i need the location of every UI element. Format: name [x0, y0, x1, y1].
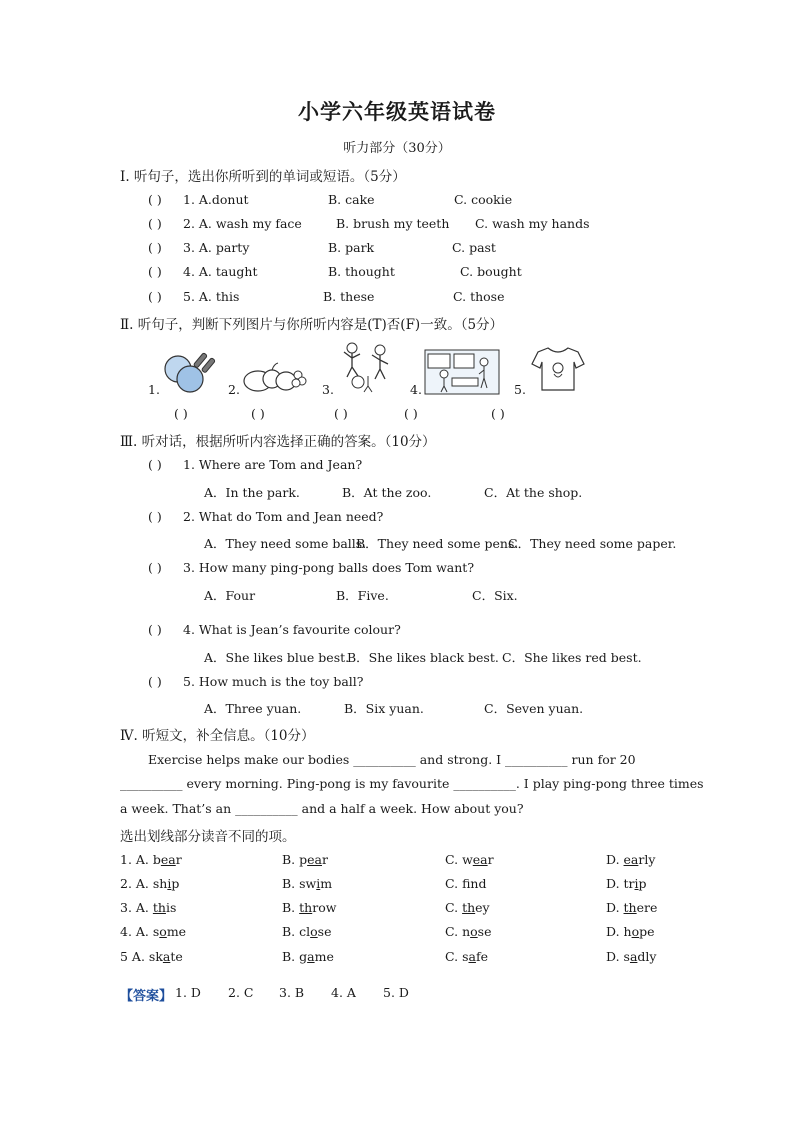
phonics-option — [282, 949, 334, 964]
word-part: se — [317, 924, 332, 939]
picture-label: 4. — [410, 382, 422, 397]
passage-line: __________ every morning. Ping-pong is my favourite __________. I play ping-pong three times — [120, 776, 704, 791]
word-part: D. tr — [606, 876, 635, 891]
phonics-option — [606, 949, 656, 964]
option-c: C. cookie — [454, 192, 513, 207]
word-part: 3. A. — [120, 900, 153, 915]
answer-paren[interactable]: ( ) — [174, 406, 188, 421]
section3-heading: Ⅲ. 听对话，根据所听内容选择正确的答案。（10分） — [120, 434, 436, 450]
word-part: B. — [282, 900, 300, 915]
phonics-option — [445, 924, 491, 939]
underlined-sound: th — [299, 900, 313, 915]
answer-paren[interactable]: ( ) — [148, 192, 162, 207]
word-part: D. s — [606, 949, 630, 964]
option-b: B．Six yuan. — [344, 701, 424, 716]
phonics-option — [445, 852, 494, 867]
section4-heading: Ⅳ. 听短文，补全信息。（10分） — [120, 728, 315, 744]
option-c: C. bought — [460, 264, 522, 279]
picture-label: 2. — [228, 382, 240, 397]
answer-paren[interactable]: ( ) — [148, 622, 162, 637]
answer-value: 1. D — [175, 985, 201, 1000]
option-a: 5. A. this — [183, 289, 240, 304]
underlined-sound: a — [629, 949, 638, 964]
question-text: 2. What do Tom and Jean need? — [183, 509, 384, 524]
underlined-sound: i — [167, 876, 172, 891]
option-b: B．They need some pens. — [356, 536, 519, 551]
phonics-option — [606, 852, 655, 867]
answer-value: 2. C — [228, 985, 254, 1000]
ping-pong-paddles-picture — [160, 347, 216, 395]
underlined-sound: th — [623, 900, 637, 915]
word-part: C. s — [445, 949, 469, 964]
question-text: 1. Where are Tom and Jean? — [183, 457, 363, 472]
phonics-option — [282, 924, 331, 939]
question-text: 3. How many ping-pong balls does Tom want? — [183, 560, 475, 575]
underlined-sound: i — [316, 876, 321, 891]
answer-paren[interactable]: ( ) — [148, 240, 162, 255]
word-part: B. sw — [282, 876, 317, 891]
word-part: r — [175, 852, 182, 867]
underlined-sound: o — [470, 924, 478, 939]
underlined-sound: th — [462, 900, 476, 915]
option-a: A．They need some balls. — [204, 536, 367, 551]
page-title: 小学六年级英语试卷 — [298, 99, 496, 124]
option-c: C．They need some paper. — [508, 536, 677, 551]
word-part: 5 A. sk — [120, 949, 163, 964]
answer-paren[interactable]: ( ) — [148, 509, 162, 524]
answer-label: 【答案】 — [120, 989, 173, 1004]
word-part: D. — [606, 900, 624, 915]
option-b: B．She likes black best. — [347, 650, 499, 665]
phonics-option — [445, 900, 490, 915]
answer-paren[interactable]: ( ) — [148, 289, 162, 304]
word-part: p — [638, 876, 647, 891]
option-c: C. past — [452, 240, 496, 255]
word-part: te — [170, 949, 183, 964]
word-part: 4. A. s — [120, 924, 160, 939]
word-part: rly — [638, 852, 656, 867]
option-a: A．Four — [204, 588, 256, 603]
underlined-sound: a — [162, 949, 171, 964]
phonics-option — [120, 900, 176, 915]
option-c: C．She likes red best. — [502, 650, 642, 665]
underlined-sound: ea — [472, 852, 488, 867]
phonics-option — [120, 949, 183, 964]
word-part: B. g — [282, 949, 308, 964]
option-b: B. park — [328, 240, 375, 255]
phonics-option — [120, 924, 186, 939]
underlined-sound: ea — [307, 852, 322, 867]
option-a: A．She likes blue best. — [204, 650, 350, 665]
phonics-option — [445, 949, 488, 964]
passage-line: Exercise helps make our bodies __________ and strong. I __________ run for 20 — [148, 752, 636, 767]
word-part: 2. A. sh — [120, 876, 168, 891]
t-shirt-picture — [530, 344, 586, 394]
option-c: C. wash my hands — [475, 216, 590, 231]
word-part: ere — [636, 900, 658, 915]
children-playing-picture — [338, 340, 394, 396]
word-part: B. p — [282, 852, 308, 867]
option-a: 2. A. wash my face — [183, 216, 302, 231]
picture-label: 5. — [514, 382, 526, 397]
word-part: p — [171, 876, 180, 891]
answer-value: 3. B — [279, 985, 305, 1000]
fruit-picture — [242, 361, 308, 393]
option-b: B．At the zoo. — [342, 485, 432, 500]
underlined-sound: o — [631, 924, 640, 939]
option-a: 4. A. taught — [183, 264, 258, 279]
word-part: 1. A. b — [120, 852, 161, 867]
word-part: C. w — [445, 852, 473, 867]
answer-paren[interactable]: ( ) — [148, 264, 162, 279]
word-part: r — [487, 852, 494, 867]
word-part: dly — [637, 949, 657, 964]
picture-label: 3. — [322, 382, 334, 397]
underlined-sound: ea — [160, 852, 176, 867]
option-c: C．At the shop. — [484, 485, 583, 500]
option-a: A．Three yuan. — [204, 701, 302, 716]
word-part: me — [166, 924, 187, 939]
phonics-option — [120, 852, 182, 867]
phonics-option — [606, 924, 655, 939]
word-part: fe — [475, 949, 488, 964]
underlined-sound: o — [159, 924, 167, 939]
underlined-sound: ea — [623, 852, 639, 867]
option-a: A．In the park. — [204, 485, 300, 500]
answer-paren[interactable]: ( ) — [334, 406, 348, 421]
word-part: C. f — [445, 876, 471, 891]
word-part: row — [312, 900, 337, 915]
option-b: B. brush my teeth — [336, 216, 450, 231]
option-c: C．Six. — [472, 588, 518, 603]
listening-subtitle: 听力部分（30分） — [343, 141, 451, 156]
option-b: B. these — [323, 289, 375, 304]
phonics-option — [282, 876, 332, 891]
section1-heading: Ⅰ. 听句子，选出你所听到的单词或短语。（5分） — [120, 169, 406, 185]
answer-paren[interactable]: ( ) — [251, 406, 265, 421]
underlined-sound: th — [152, 900, 166, 915]
classroom-scene-picture — [424, 344, 500, 396]
option-c: C．Seven yuan. — [484, 701, 584, 716]
option-b: B．Five. — [336, 588, 389, 603]
option-b: B. cake — [328, 192, 375, 207]
underlined-sound: a — [468, 949, 476, 964]
phonics-option — [120, 876, 179, 891]
answer-paren[interactable]: ( ) — [148, 560, 162, 575]
option-b: B. thought — [328, 264, 395, 279]
phonics-option — [282, 852, 328, 867]
word-part: is — [165, 900, 177, 915]
answer-paren[interactable]: ( ) — [148, 674, 162, 689]
question-text: 5. How much is the toy ball? — [183, 674, 364, 689]
word-part: C. — [445, 900, 463, 915]
phonics-option — [282, 900, 336, 915]
word-part: C. n — [445, 924, 471, 939]
answer-paren[interactable]: ( ) — [148, 216, 162, 231]
option-a: 1. A.donut — [183, 192, 249, 207]
word-part: D. h — [606, 924, 632, 939]
word-part: r — [322, 852, 328, 867]
word-part: B. cl — [282, 924, 311, 939]
phonics-option — [606, 876, 647, 891]
word-part: pe — [639, 924, 655, 939]
section5-heading: 选出划线部分读音不同的项。 — [120, 829, 296, 845]
answer-paren[interactable]: ( ) — [404, 406, 418, 421]
word-part: ey — [475, 900, 490, 915]
word-part: m — [320, 876, 333, 891]
section2-heading: Ⅱ. 听句子，判断下列图片与你所听内容是(T)否(F)一致。（5分） — [120, 317, 504, 333]
underlined-sound: o — [310, 924, 318, 939]
answer-value: 4. A — [331, 985, 356, 1000]
answer-value: 5. D — [383, 985, 409, 1000]
word-part: se — [477, 924, 492, 939]
passage-line: a week. That’s an __________ and a half a week. How about you? — [120, 801, 524, 816]
option-c: C. those — [453, 289, 505, 304]
question-text: 4. What is Jean’s favourite colour? — [183, 622, 401, 637]
word-part: D. — [606, 852, 624, 867]
word-part: me — [314, 949, 334, 964]
answer-paren[interactable]: ( ) — [491, 406, 505, 421]
underlined-sound: a — [307, 949, 315, 964]
answer-paren[interactable]: ( ) — [148, 457, 162, 472]
option-a: 3. A. party — [183, 240, 250, 255]
phonics-option — [445, 876, 486, 891]
phonics-option — [606, 900, 657, 915]
picture-label: 1. — [148, 382, 160, 397]
underlined-sound: i — [634, 876, 639, 891]
word-part: nd — [470, 876, 487, 891]
